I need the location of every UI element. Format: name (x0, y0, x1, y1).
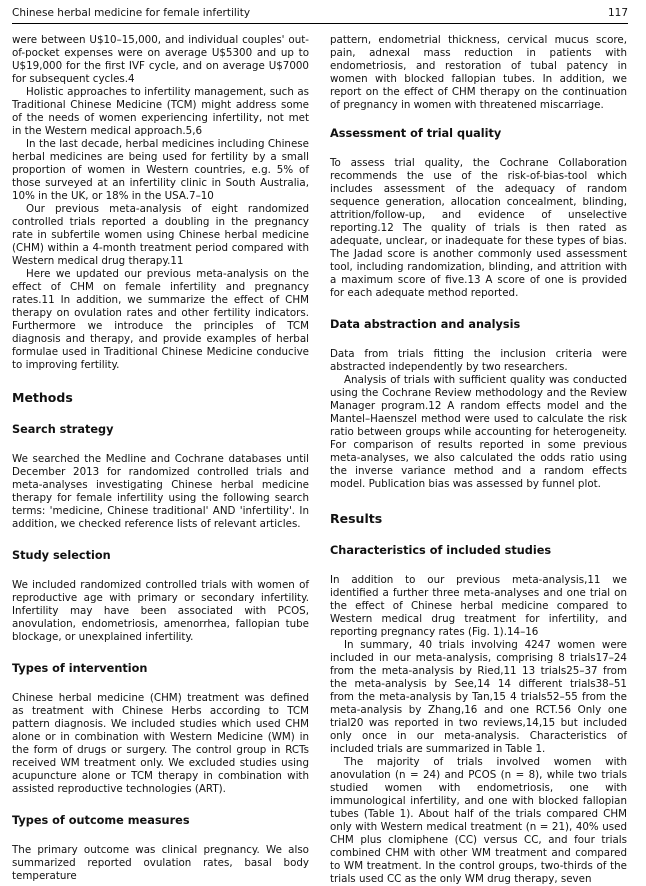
paragraph: In summary, 40 trials involving 4247 women were included in our meta-analysis, comprising 8 trials17–24 from the meta-analysis by Ried,11 13 trials25–37 from the meta-analysis by See,14 14 different trials38–51 from the meta-analysis by Tan,15 4 trials52–55 from the meta-analysis by Zhang,16 and one RCT.56 Only one trial20 was reported in two reviews,14,15 but included only once in our meta-analysis. Characteristics of included trials are summarized in Table 1. (330, 639, 627, 755)
paragraph: The primary outcome was clinical pregnancy. We also summarized reported ovulation rates, basal body temperature (12, 844, 309, 882)
subsection-heading-search: Search strategy (12, 423, 114, 436)
subsection-heading-characteristics: Characteristics of included studies (330, 544, 552, 557)
section-heading-methods: Methods (12, 390, 73, 405)
paragraph: In the last decade, herbal medicines including Chinese herbal medicines are being used for fertility by a small proportion of women in Western countries, e.g. 5% of those surveyed at an infertility clinic in South Australia, 10% in the UK, or 18% in the USA.7–10 (12, 138, 309, 202)
paragraph: Holistic approaches to infertility management, such as Traditional Chinese Medicine (TCM) might address some of the needs of women experiencing infertility, not met in the Western medical approach.5,6 (12, 86, 309, 137)
subsection-heading-selection: Study selection (12, 549, 111, 562)
paragraph: We included randomized controlled trials with women of reproductive age with primary or secondary infertility. Infertility may have been associated with PCOS, anovulation, endometriosis, amenorrhea, fallopian tube blockage, or unexplained infertility. (12, 579, 309, 643)
paragraph: Analysis of trials with sufficient quality was conducted using the Cochrane Review methodology and the Review Manager program.12 A random effects model and the Mantel–Haenszel method were used to calculate the risk ratio between groups while accounting for heterogeneity. For comparison of results reported in some previous meta-analyses, we also calculated the odds ratio using the inverse variance method and a random effects model. Publication bias was assessed by funnel plot. (330, 374, 627, 490)
paragraph: In addition to our previous meta-analysis,11 we identified a further three meta-analyses and one trial on the effect of Chinese herbal medicine compared to Western medical drug treatment for infertility, and reporting pregnancy rates (Fig. 1).14–16 (330, 574, 627, 638)
subsection-heading-outcome: Types of outcome measures (12, 814, 190, 827)
subsection-heading-quality: Assessment of trial quality (330, 127, 502, 140)
subsection-heading-intervention: Types of intervention (12, 662, 148, 675)
section-heading-results: Results (330, 511, 383, 526)
running-header (12, 6, 628, 24)
subsection-heading-abstraction: Data abstraction and analysis (330, 318, 521, 331)
right-column (330, 34, 627, 886)
paragraph: Data from trials fitting the inclusion criteria were abstracted independently by two researchers. (330, 348, 627, 373)
paragraph: Chinese herbal medicine (CHM) treatment was defined as treatment with Chinese Herbs according to TCM pattern diagnosis. We included studies which used CHM alone or in combination with Western Medicine (WM) in the form of drugs or surgery. The control group in RCTs received WM treatment only. We excluded studies using acupuncture alone or TCM therapy in combination with assisted reproductive technologies (ART). (12, 692, 309, 795)
paragraph: Here we updated our previous meta-analysis on the effect of CHM on female infertility and pregnancy rates.11 In addition, we summarize the effect of CHM therapy on ovulation rates and other fertility indicators. Furthermore we introduce the principles of TCM diagnosis and therapy, and provide examples of herbal formulae used in Traditional Chinese Medicine conducive to improving fertility. (12, 268, 309, 371)
page-number: 117 (607, 7, 628, 19)
running-title: Chinese herbal medicine for female infertility (12, 7, 251, 19)
paragraph: We searched the Medline and Cochrane databases until December 2013 for randomized controlled trials and meta-analyses investigating Chinese herbal medicine therapy for female infertility using the following search terms: 'medicine, Chinese traditional' AND 'infertility'. In addition, we checked reference lists of relevant articles. (12, 453, 309, 530)
paragraph: The majority of trials involved women with anovulation (n = 24) and PCOS (n = 8), while two trials studied women with endometriosis, one with immunological infertility, and one with blocked fallopian tubes (Table 1). About half of the trials compared CHM only with Western medical treatment (n = 21), 40% used CHM plus clomiphene (CC) versus CC, and four trials combined CHM with other WM treatment and compared to WM treatment. In the control groups, two-thirds of the trials used CC as the only WM drug therapy, seven (330, 756, 627, 885)
paragraph: Our previous meta-analysis of eight randomized controlled trials reported a doubling in the pregnancy rate in subfertile women using Chinese herbal medicine (CHM) within a 4-month treatment period compared with Western medical drug therapy.11 (12, 203, 309, 267)
paragraph: To assess trial quality, the Cochrane Collaboration recommends the use of the risk-of-bias-tool which includes assessment of the adequacy of random sequence generation, allocation concealment, blinding, attrition/follow-up, and evidence of unselective reporting.12 The quality of trials is then rated as adequate, unclear, or inadequate for these types of bias. The Jadad score is another commonly used assessment tool, including randomization, blinding, and attrition with a maximum score of five.13 A score of one is provided for each adequate method reported. (330, 157, 627, 299)
left-column (12, 34, 309, 883)
paragraph: pattern, endometrial thickness, cervical mucus score, pain, adnexal mass reduction in patients with endometriosis, and restoration of tubal patency in women with blocked fallopian tubes. In addition, we report on the effect of CHM therapy on the continuation of pregnancy in women with threatened miscarriage. (330, 34, 627, 111)
paragraph: were between U$10–15,000, and individual couples' out-of-pocket expenses were on average U$5300 and up to U$19,000 for the first IVF cycle, and on average U$7000 for subsequent cycles.4 (12, 34, 309, 85)
